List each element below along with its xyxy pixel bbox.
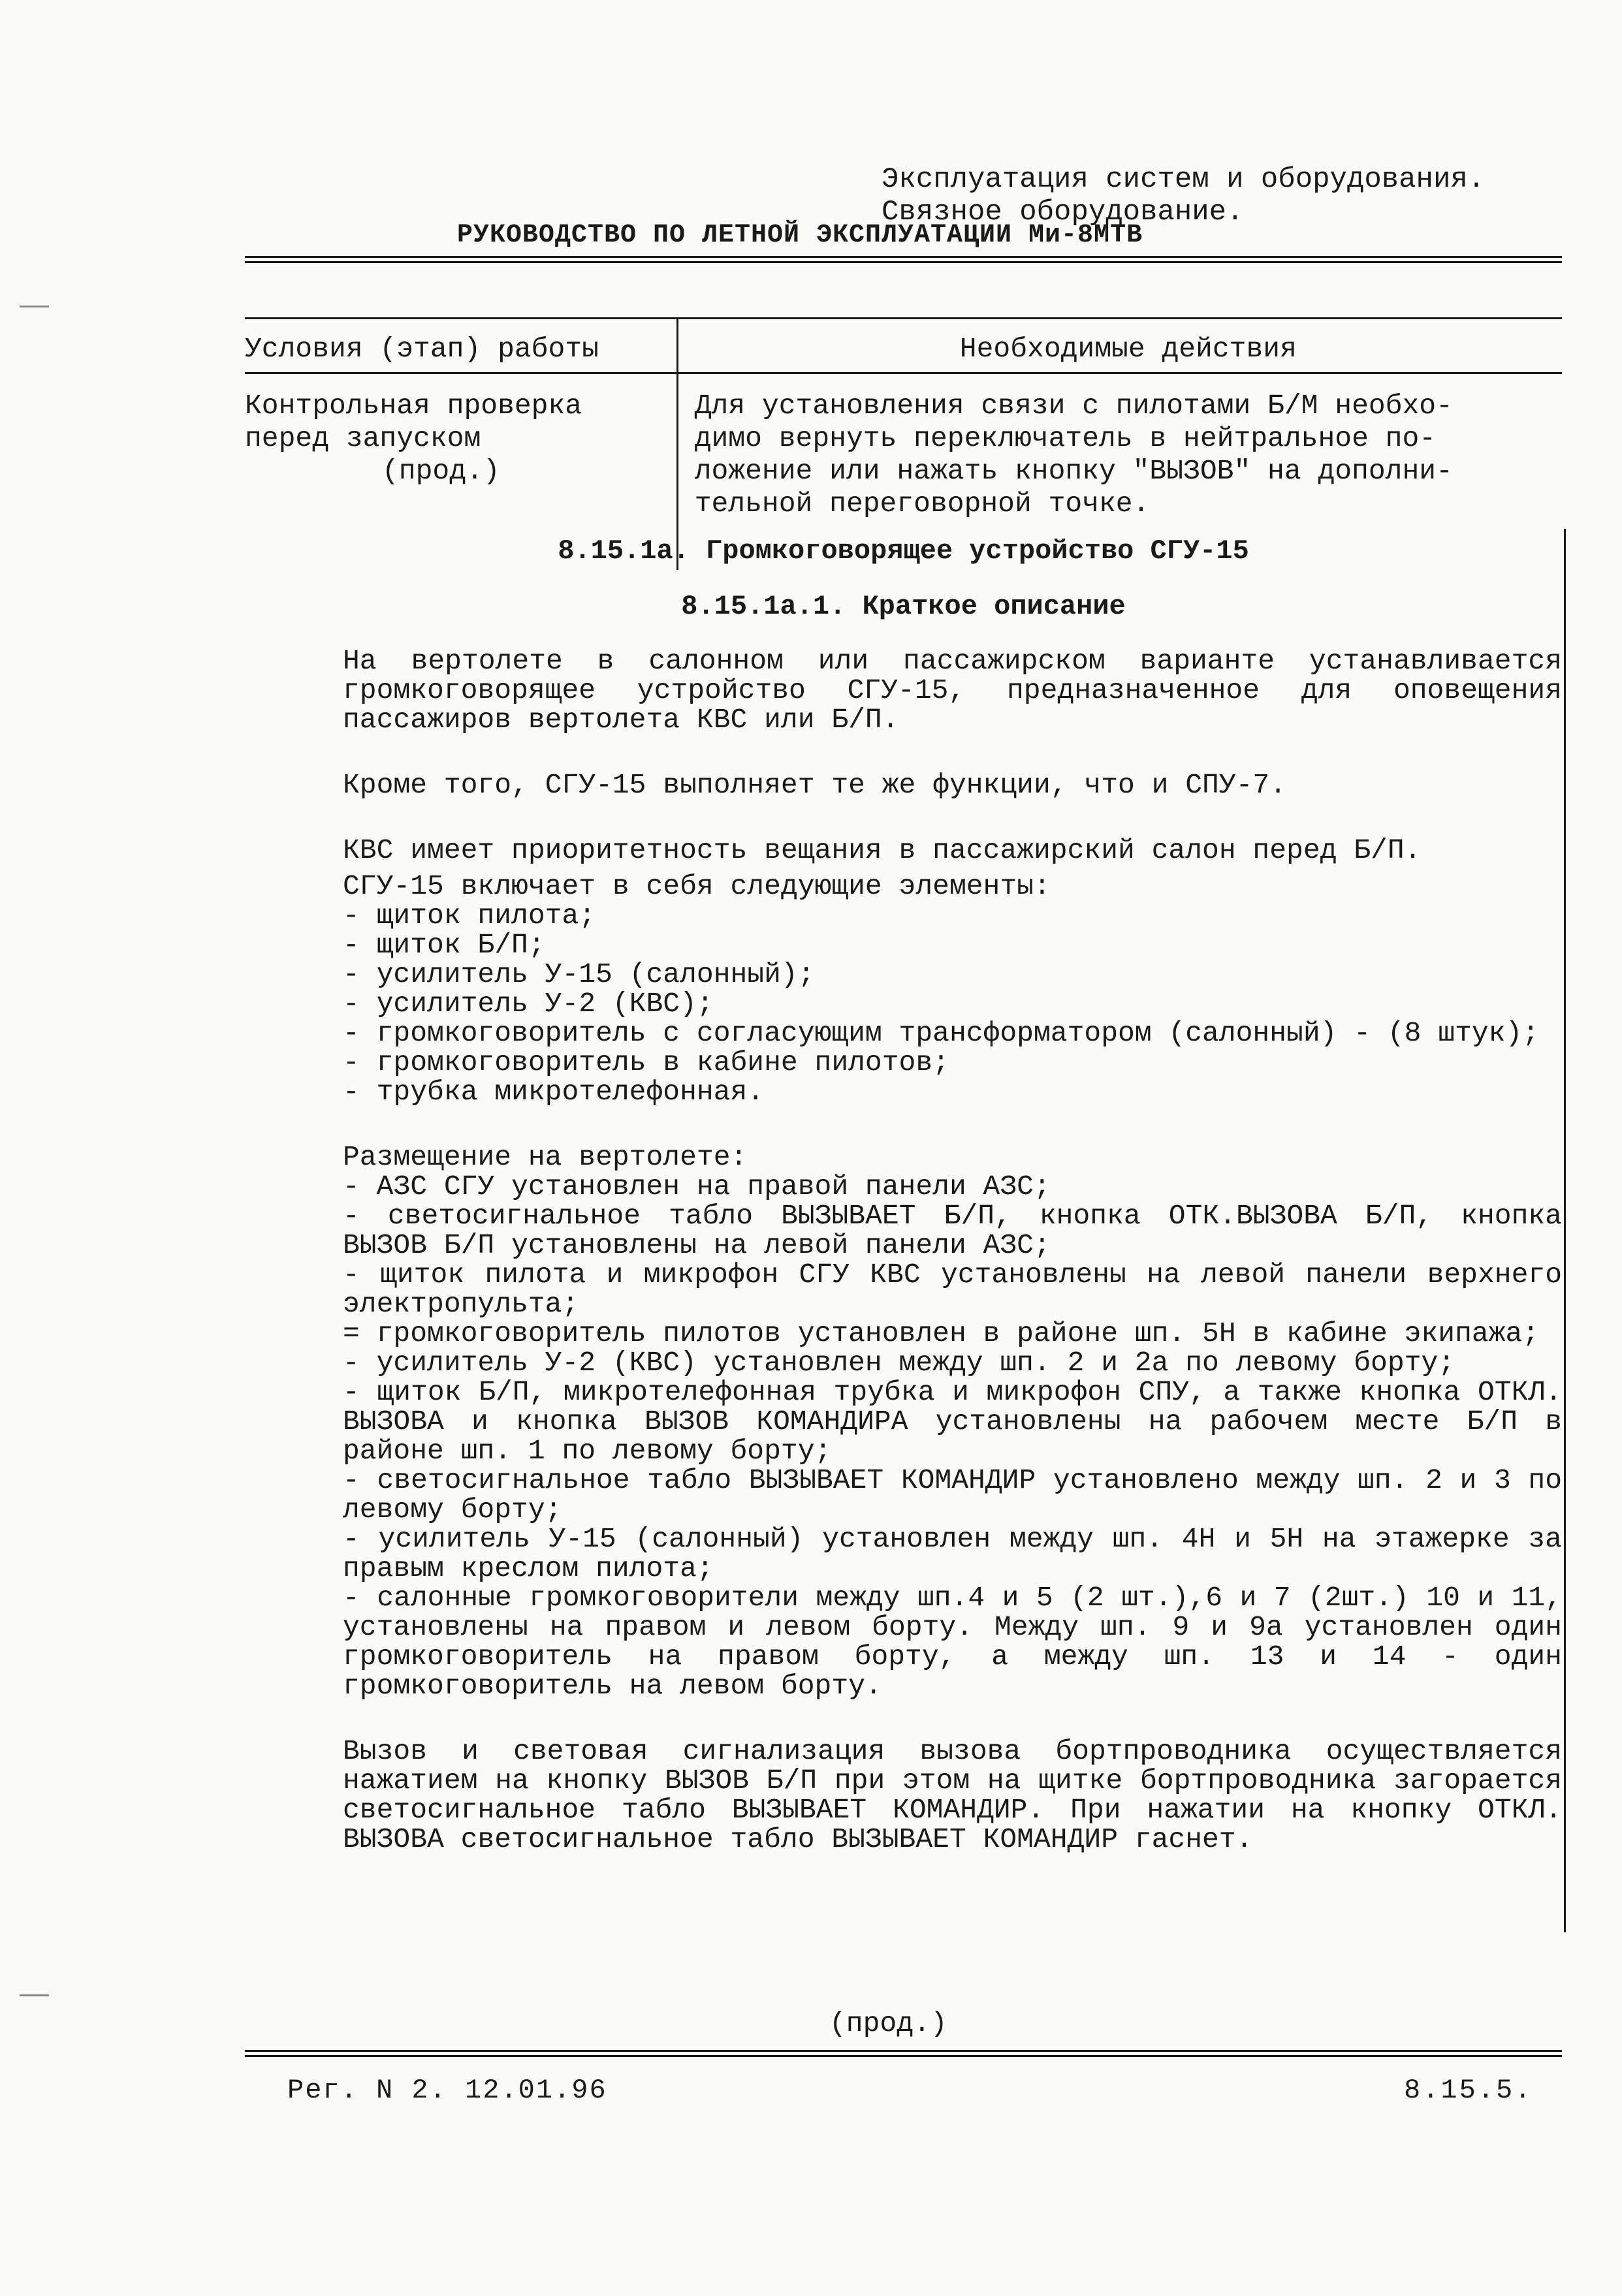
list-item: - усилитель У-15 (салонный); xyxy=(343,958,815,990)
manual-title: РУКОВОДСТВО ПО ЛЕТНОЙ ЭКСПЛУАТАЦИИ Ми-8МТВ xyxy=(456,221,1143,250)
list-item: - усилитель У-15 (салонный) установлен между шп. 4Н и 5Н на этажерке за правым креслом пилота; xyxy=(343,1523,1562,1584)
action-line: тельной переговорной точке. xyxy=(694,488,1150,520)
continued-marker: (прод.) xyxy=(829,2007,947,2039)
list-item: - усилитель У-2 (КВС); xyxy=(343,988,714,1020)
list-item: = громкоговоритель пилотов установлен в районе шп. 5Н в кабине экипажа; xyxy=(343,1317,1540,1349)
col1-header: Условия (этап) работы xyxy=(245,333,599,365)
body-text xyxy=(245,646,1562,1854)
action-line: димо вернуть переключатель в нейтральное по- xyxy=(694,422,1437,454)
paragraph: КВС имеет приоритетность вещания в пассажирский салон перед Б/П. xyxy=(343,834,1422,866)
list-item: - щиток Б/П, микротелефонная трубка и микрофон СПУ, а также кнопка ОТКЛ. ВЫЗОВА и кнопка ВЫЗОВ КОМАНДИРА установлены на рабочем месте Б/П в районе шп. 1 по левому борту; xyxy=(343,1376,1562,1467)
subsection-heading: 8.15.1а.1. Краткое описание xyxy=(681,591,1126,622)
col2-header: Необходимые действия xyxy=(676,317,1562,372)
list-item: - громкоговоритель в кабине пилотов; xyxy=(343,1046,949,1078)
action-line: Для установления связи с пилотами Б/М необхо- xyxy=(694,390,1453,422)
footer-rule-top xyxy=(245,2050,1562,2052)
section-line-1: Эксплуатация систем и оборудования. xyxy=(882,163,1486,196)
list-item: - усилитель У-2 (КВС) установлен между шп. 2 и 2а по левому борту; xyxy=(343,1347,1455,1379)
paragraph: На вертолете в салонном или пассажирском варианте устанавливается громкоговорящее устройство СГУ-15, предназначенное для оповещения пассажиров вертолета КВС или Б/П. xyxy=(343,645,1562,736)
action-line: ложение или нажать кнопку "ВЫЗОВ" на дополни- xyxy=(694,455,1453,487)
condition-line: Контрольная проверка xyxy=(245,390,582,422)
list-item: - громкоговоритель с согласующим трансформатором (салонный) - (8 штук); xyxy=(343,1017,1540,1049)
list-intro: СГУ-15 включает в себя следующие элементы: xyxy=(343,870,1051,902)
paragraph: Кроме того, СГУ-15 выполняет те же функции, что и СПУ-7. xyxy=(343,769,1287,801)
scan-mark xyxy=(20,1994,49,1996)
list-item: - щиток пилота; xyxy=(343,900,596,932)
section-header xyxy=(882,163,1567,228)
header-rule-top xyxy=(245,256,1562,258)
list-item: - АЗС СГУ установлен на правой панели АЗС; xyxy=(343,1171,1051,1203)
table-header-row xyxy=(245,317,1562,374)
list-item: - светосигнальное табло ВЫЗЫВАЕТ КОМАНДИР установлено между шп. 2 и 3 по левому борту; xyxy=(343,1464,1562,1526)
page-number: 8.15.5. xyxy=(1404,2075,1533,2106)
list-item: - салонные громкоговорители между шп.4 и 5 (2 шт.),6 и 7 (2шт.) 10 и 11, установлены на правом и левом борту. Между шп. 9 и 9а установлен один громкоговоритель на правом борту, а между шп. 13 и 14 - один громкоговоритель на левом борту. xyxy=(343,1582,1562,1702)
condition-line: перед запуском xyxy=(245,422,481,454)
list-item: - трубка микротелефонная. xyxy=(343,1076,765,1108)
revision-bar xyxy=(1564,529,1566,1932)
footer-rule-bottom xyxy=(245,2055,1562,2057)
condition-line: (прод.) xyxy=(382,455,500,487)
list-item: - светосигнальное табло ВЫЗЫВАЕТ Б/П, кнопка ОТК.ВЫЗОВА Б/П, кнопка ВЫЗОВ Б/П установлены на левой панели АЗС; xyxy=(343,1200,1562,1261)
section-line-2: Связное оборудование. xyxy=(882,196,1244,228)
header-rule-bottom xyxy=(245,261,1562,263)
scan-mark xyxy=(20,306,49,307)
list-item: - щиток пилота и микрофон СГУ КВС установлены на левой панели верхнего электропульта; xyxy=(343,1259,1562,1320)
list-item: - щиток Б/П; xyxy=(343,929,545,961)
section-heading: 8.15.1а. Громкоговорящее устройство СГУ-15 xyxy=(558,535,1249,567)
registration-number: Рег. N 2. 12.01.96 xyxy=(287,2075,607,2106)
paragraph: Вызов и световая сигнализация вызова бортпроводника осуществляется нажатием на кнопку ВЫЗОВ Б/П при этом на щитке бортпроводника загорается светосигнальное табло ВЫЗЫВАЕТ КОМАНДИР. При нажатии на кнопку ОТКЛ. ВЫЗОВА светосигнальное табло ВЫЗЫВАЕТ КОМАНДИР гаснет. xyxy=(343,1735,1562,1855)
conditions-table xyxy=(245,317,1562,570)
placement-intro: Размещение на вертолете: xyxy=(343,1141,748,1173)
